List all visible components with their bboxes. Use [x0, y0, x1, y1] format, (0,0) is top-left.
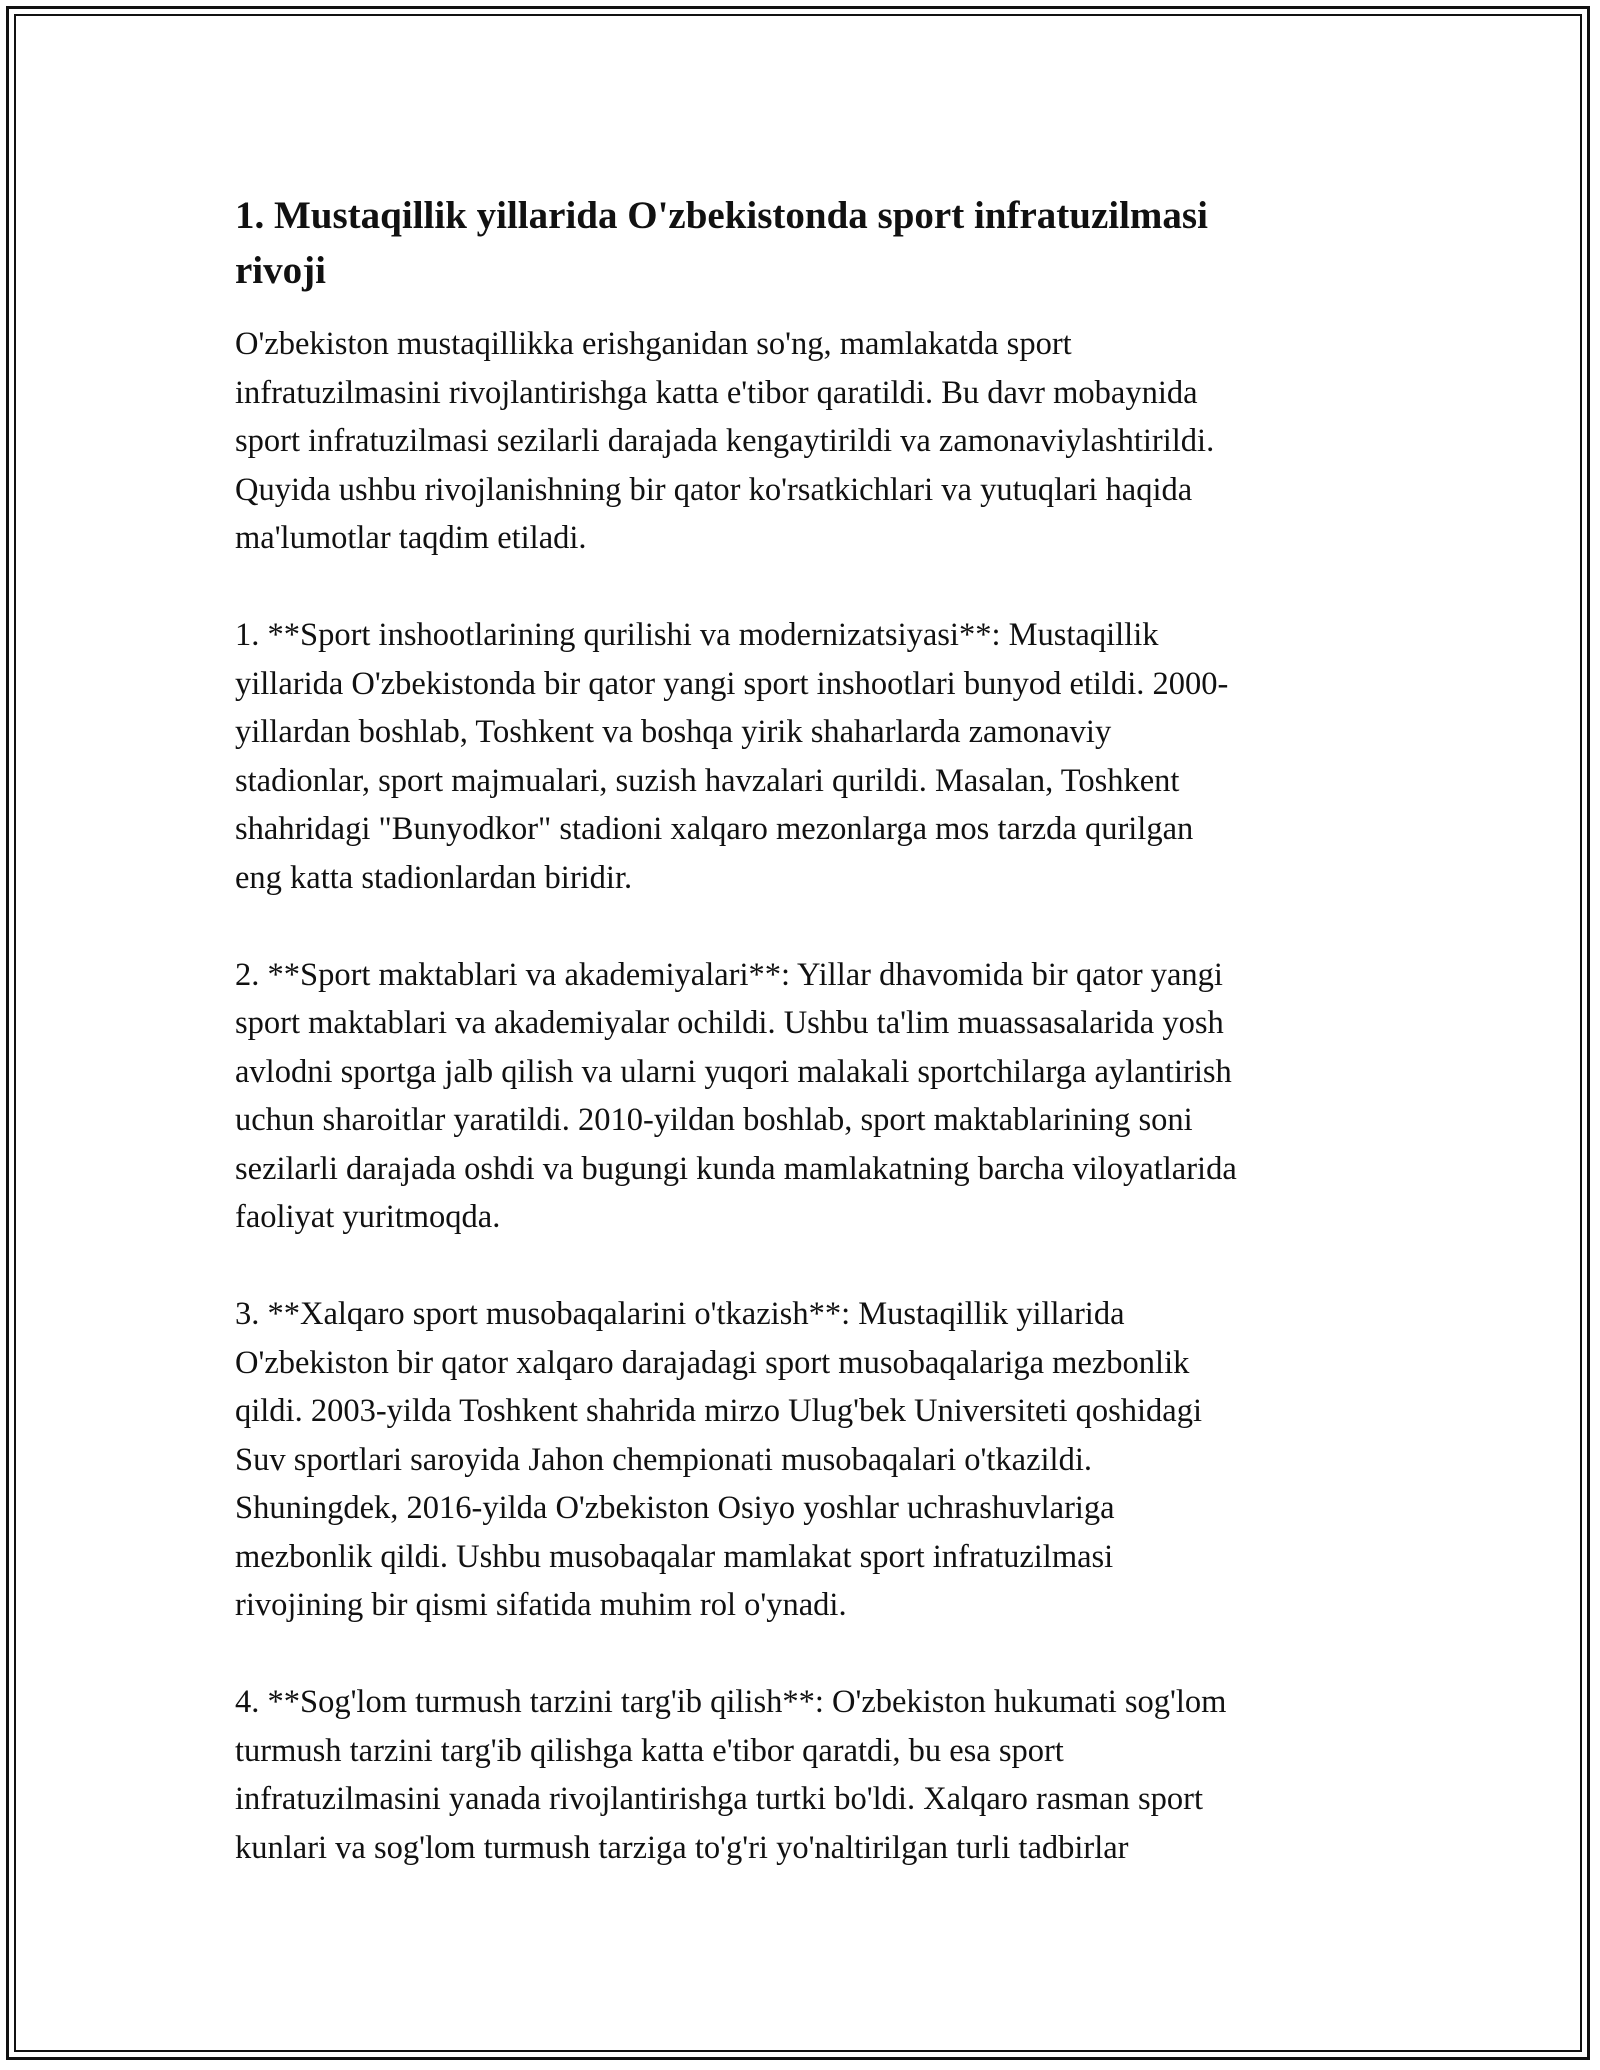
list-item-2: 2. **Sport maktablari va akademiyalari**: Yillar dhavomida bir qator yangi sport maktablari va akademiyalar ochildi. Ushbu ta'lim muassasalarida yosh avlodni sportga jalb qilish va ularni yuqori malakali sportchilarga aylantirish uchun sharoitlar yaratildi. 2010-yildan boshlab, sport maktablarining soni sezilarli darajada oshdi va bugungi kunda mamlakatning barcha viloyatlarida faoliyat yuritmoqda.: [235, 956, 1237, 1235]
document-body: [235, 188, 1375, 1921]
document-title: 1. Mustaqillik yillarida O'zbekistonda sport infratuzilmasi rivoji: [235, 194, 1208, 292]
list-item-4: 4. **Sog'lom turmush tarzini targ'ib qilish**: O'zbekiston hukumati sog'lom turmush tarzini targ'ib qilishga katta e'tibor qaratdi, bu esa sport infratuzilmasini yanada rivojlantirishga turtki bo'ldi. Xalqaro rasman sport kunlari va sog'lom turmush tarziga to'g'ri yo'naltirilgan turli tadbirlar: [235, 1684, 1227, 1866]
list-item-3: 3. **Xalqaro sport musobaqalarini o'tkazish**: Mustaqillik yillarida O'zbekiston bir qator xalqaro darajadagi sport musobaqalariga mezbonlik qildi. 2003-yilda Toshkent shahrida mirzo Ulug'bek Universiteti qoshidagi Suv sportlari saroyida Jahon chempionati musobaqalari o'tkazildi. Shuningdek, 2016-yilda O'zbekiston Osiyo yoshlar uchrashuvlariga mezbonlik qildi. Ushbu musobaqalar mamlakat sport infratuzilmasi rivojining bir qismi sifatida muhim rol o'ynadi.: [235, 1296, 1203, 1623]
intro-paragraph: O'zbekiston mustaqillikka erishganidan so'ng, mamlakatda sport infratuzilmasini rivojlantirishga katta e'tibor qaratildi. Bu davr mobaynida sport infratuzilmasi sezilarli darajada kengaytirildi va zamonaviylashtirildi. Quyida ushbu rivojlanishning bir qator ko'rsatkichlari va yutuqlari haqida ma'lumotlar taqdim etiladi.: [235, 326, 1215, 556]
list-item-1: 1. **Sport inshootlarining qurilishi va modernizatsiyasi**: Mustaqillik yillarida O'zbekistonda bir qator yangi sport inshootlari bunyod etildi. 2000- yillardan boshlab, Toshkent va boshqa yirik shaharlarda zamonaviy stadionlar, sport majmualari, suzish havzalari qurildi. Masalan, Toshkent shahridagi "Bunyodkor" stadioni xalqaro mezonlarga mos tarzda qurilgan eng katta stadionlardan biridir.: [235, 617, 1229, 896]
